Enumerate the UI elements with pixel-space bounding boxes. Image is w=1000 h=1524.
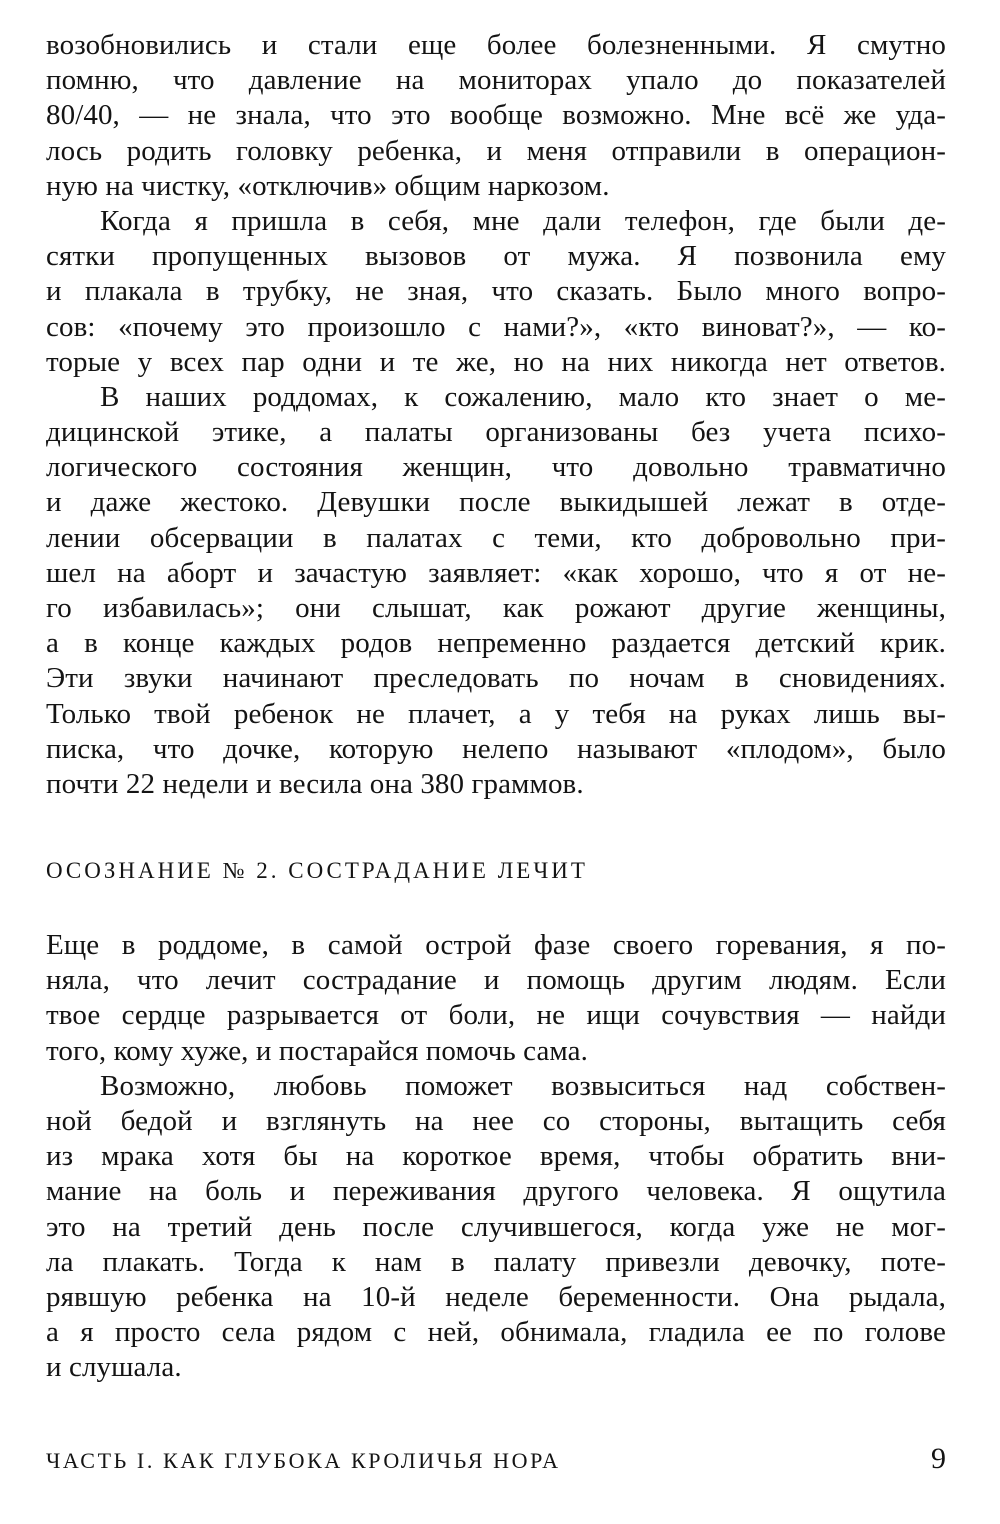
text-line: шел на аборт и зачастую заявляет: «как хорошо, что я от не-	[46, 556, 946, 589]
text-line: Только твой ребенок не плачет, а у тебя на руках лишь вы-	[46, 697, 946, 730]
running-footer-title: ЧАСТЬ I. КАК ГЛУБОКА КРОЛИЧЬЯ НОРА	[46, 1448, 561, 1473]
text-line: сятки пропущенных вызовов от мужа. Я позвонила ему	[46, 240, 946, 273]
text-line: го избавилась»; они слышат, как рожают другие женщины,	[46, 592, 946, 624]
text-line: ла плакать. Тогда к нам в палату привезли девочку, поте-	[46, 1245, 946, 1278]
text-line: В наших роддомах, к сожалению, мало кто знает о ме-	[100, 380, 946, 413]
text-line: 80/40, — не знала, что это вообще возможно. Мне всё же уда-	[46, 99, 946, 132]
text-line: рявшую ребенка на 10-й неделе беременности. Она рыдала,	[46, 1280, 946, 1313]
paragraph-1	[46, 28, 946, 204]
top-text-block	[46, 28, 946, 802]
text-line: возобновились и стали еще более болезненными. Я смутно	[46, 29, 946, 61]
text-line: дицинской этике, а палаты организованы без учета психо-	[46, 416, 946, 449]
paragraph-5	[46, 1069, 946, 1386]
text-line: лось родить головку ребенка, и меня отправили в операцион-	[46, 134, 946, 167]
text-line: это на третий день после случившегося, когда уже не мог-	[46, 1210, 946, 1243]
text-line: а в конце каждых родов непременно раздается детский крик.	[46, 627, 946, 660]
text-line: мание на боль и переживания другого человека. Я ощутила	[46, 1175, 946, 1208]
paragraph-3	[46, 380, 946, 802]
text-line: Еще в роддоме, в самой острой фазе своего горевания, я по-	[46, 929, 946, 961]
text-line: и слушала.	[46, 1351, 182, 1384]
text-line: и даже жестоко. Девушки после выкидышей лежат в отде-	[46, 486, 946, 519]
text-line: того, кому хуже, и постарайся помочь сама.	[46, 1034, 589, 1067]
text-line: Эти звуки начинают преследовать по ночам в сновидениях.	[46, 662, 946, 695]
text-line: помню, что давление на мониторах упало до показателей	[46, 64, 946, 97]
paragraph-4	[46, 928, 946, 1069]
text-line: ной бедой и взглянуть на нее со стороны, вытащить себя	[46, 1104, 946, 1137]
text-line: почти 22 недели и весила она 380 граммов.	[46, 767, 584, 800]
text-line: логического состояния женщин, что довольно травматично	[46, 451, 946, 484]
text-line: Когда я пришла в себя, мне дали телефон, где были де-	[100, 204, 946, 237]
text-line: из мрака хотя бы на короткое время, чтобы обратить вни-	[46, 1140, 946, 1173]
bottom-text-block	[46, 928, 946, 1385]
text-line: торые у всех пар одни и те же, но на них никогда нет ответов.	[46, 345, 946, 378]
text-line: сов: «почему это произошло с нами?», «кто виноват?», — ко-	[46, 310, 946, 343]
text-line: твое сердце разрывается от боли, не ищи сочувствия — найди	[46, 999, 946, 1032]
text-line: Возможно, любовь поможет возвыситься над собствен-	[100, 1069, 946, 1102]
page-number: 9	[931, 1442, 946, 1475]
paragraph-2	[46, 204, 946, 380]
text-line: а я просто села рядом с ней, обнимала, гладила ее по голове	[46, 1316, 946, 1349]
text-line: и плакала в трубку, не зная, что сказать. Было много вопро-	[46, 275, 946, 308]
text-line: ную на чистку, «отключив» общим наркозом.	[46, 169, 610, 202]
text-line: няла, что лечит сострадание и помощь другим людям. Если	[46, 964, 946, 997]
text-line: лении обсервации в палатах с теми, кто добровольно при-	[46, 521, 946, 554]
section-heading: ОСОЗНАНИЕ № 2. СОСТРАДАНИЕ ЛЕЧИТ	[46, 858, 588, 883]
text-line: писка, что дочке, которую нелепо называют «плодом», было	[46, 732, 946, 765]
